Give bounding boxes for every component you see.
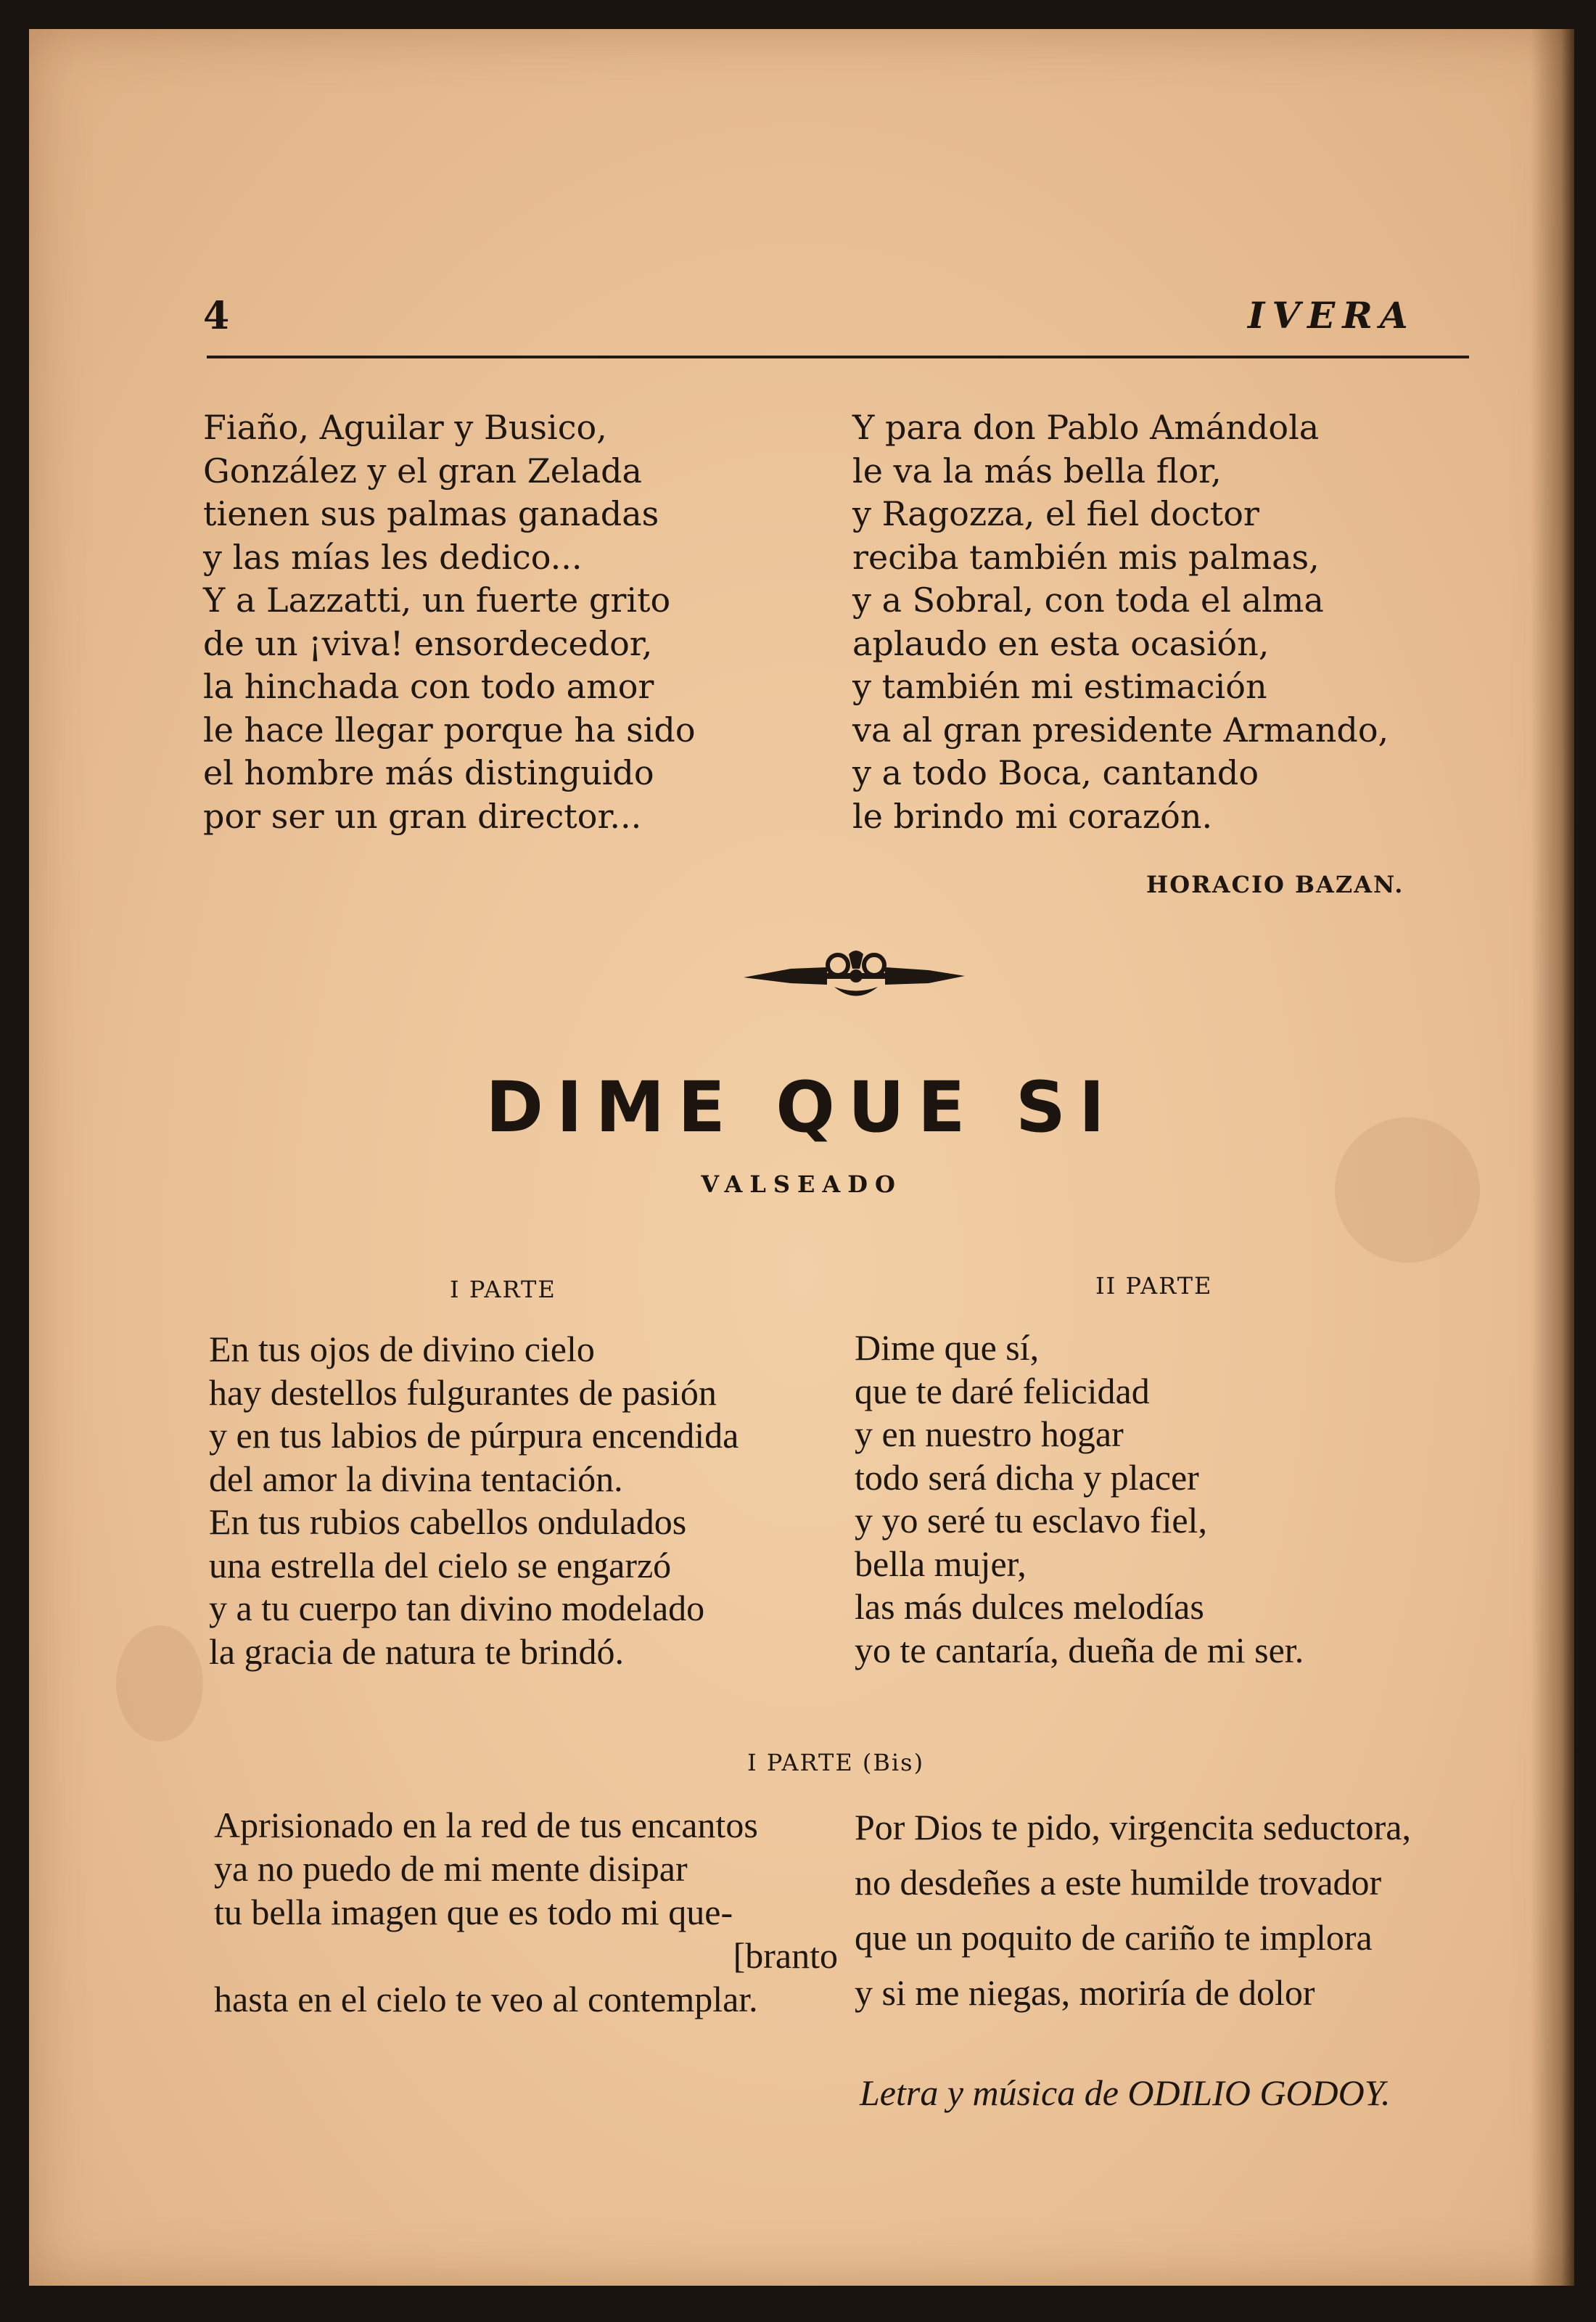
page-number: 4 (203, 294, 230, 338)
verse-line: le hace llegar porque ha sido (203, 710, 696, 750)
page-spine-shadow (1531, 29, 1574, 2286)
lyric-line: que un poquito de cariño te implora (855, 1917, 1373, 1958)
lyric-line-continuation: [branto (733, 1935, 838, 1976)
verse-line: y Ragozza, el fiel doctor (852, 494, 1259, 533)
lyric-line: y si me niegas, moriría de dolor (855, 1972, 1315, 2013)
lyric-line: todo será dicha y placer (855, 1456, 1199, 1498)
verse-line: de un ¡viva! ensordecedor, (203, 623, 653, 663)
magazine-page (29, 29, 1574, 2286)
lyrics-part1-bis-right (855, 1800, 1411, 2020)
running-title: IVERA (1248, 294, 1415, 337)
lyric-line: la gracia de natura te brindó. (209, 1630, 624, 1672)
verse-line: Y para don Pablo Amándola (852, 408, 1320, 447)
part-label: II PARTE (1095, 1272, 1213, 1300)
poem-right-column (852, 406, 1389, 838)
verse-line: y también mi estimación (852, 667, 1267, 706)
lyric-line: hasta en el cielo te veo al contemplar. (214, 1979, 758, 2019)
verse-line: y las mías les dedico... (203, 537, 583, 577)
ornament-divider-icon (740, 947, 972, 1005)
lyric-line: hay destellos fulgurantes de pasión (209, 1371, 717, 1413)
lyric-line: y en nuestro hogar (855, 1414, 1124, 1454)
verse-line: Fiaño, Aguilar y Busico, (203, 408, 607, 447)
song-title: DIME QUE SI (485, 1067, 1118, 1148)
verse-line: le brindo mi corazón. (852, 796, 1213, 836)
lyric-line: Dime que sí, (855, 1327, 1040, 1368)
lyric-line: las más dulces melodías (855, 1586, 1204, 1627)
header-rule (207, 356, 1469, 358)
lyric-line: Por Dios te pido, virgencita seductora, (855, 1807, 1411, 1847)
verse-line: González y el gran Zelada (203, 451, 642, 491)
paper-stain (116, 1625, 203, 1742)
lyric-line: y a tu cuerpo tan divino modelado (209, 1588, 705, 1628)
lyrics-part2 (855, 1326, 1304, 1672)
lyrics-part1-bis-left (214, 1803, 838, 2021)
lyric-line: ya no puedo de mi mente disipar (214, 1848, 688, 1889)
lyrics-part1 (209, 1328, 739, 1673)
verse-line: y a todo Boca, cantando (852, 753, 1259, 792)
lyric-line: y yo seré tu esclavo fiel, (855, 1500, 1207, 1541)
song-credit: Letra y música de ODILIO GODOY. (860, 2072, 1391, 2113)
verse-line: va al gran presidente Armando, (852, 710, 1389, 750)
part-label: I PARTE (450, 1276, 556, 1303)
song-genre: VALSEADO (701, 1170, 902, 1198)
part-label-bis: I PARTE (Bis) (747, 1749, 925, 1776)
lyric-line: Aprisionado en la red de tus encantos (214, 1805, 758, 1845)
lyric-line: del amor la divina tentación. (209, 1458, 623, 1499)
verse-line: y a Sobral, con toda el alma (852, 580, 1324, 620)
verse-line: le va la más bella flor, (852, 451, 1222, 491)
verse-line: aplaudo en esta ocasión, (852, 623, 1270, 663)
lyric-line: bella mujer, (855, 1543, 1027, 1584)
verse-line: el hombre más distinguido (203, 753, 654, 792)
poem-left-column (203, 406, 696, 838)
lyric-line: En tus ojos de divino cielo (209, 1329, 595, 1369)
lyric-line: En tus rubios cabellos ondulados (209, 1501, 687, 1542)
lyric-line: yo te cantaría, dueña de mi ser. (855, 1629, 1304, 1670)
lyric-line: tu bella imagen que es todo mi que- (214, 1892, 733, 1932)
lyric-line: que te daré felicidad (855, 1370, 1150, 1411)
verse-line: Y a Lazzatti, un fuerte grito (203, 580, 671, 620)
verse-line: tienen sus palmas ganadas (203, 494, 659, 533)
verse-line: reciba también mis palmas, (852, 537, 1320, 577)
verse-line: por ser un gran director... (203, 796, 642, 836)
lyric-line: una estrella del cielo se engarzó (209, 1544, 672, 1585)
lyric-line: no desdeñes a este humilde trovador (855, 1862, 1382, 1903)
verse-line: la hinchada con todo amor (203, 667, 654, 706)
poem-author: HORACIO BAZAN. (1146, 871, 1404, 898)
lyric-line: y en tus labios de púrpura encendida (209, 1415, 739, 1456)
